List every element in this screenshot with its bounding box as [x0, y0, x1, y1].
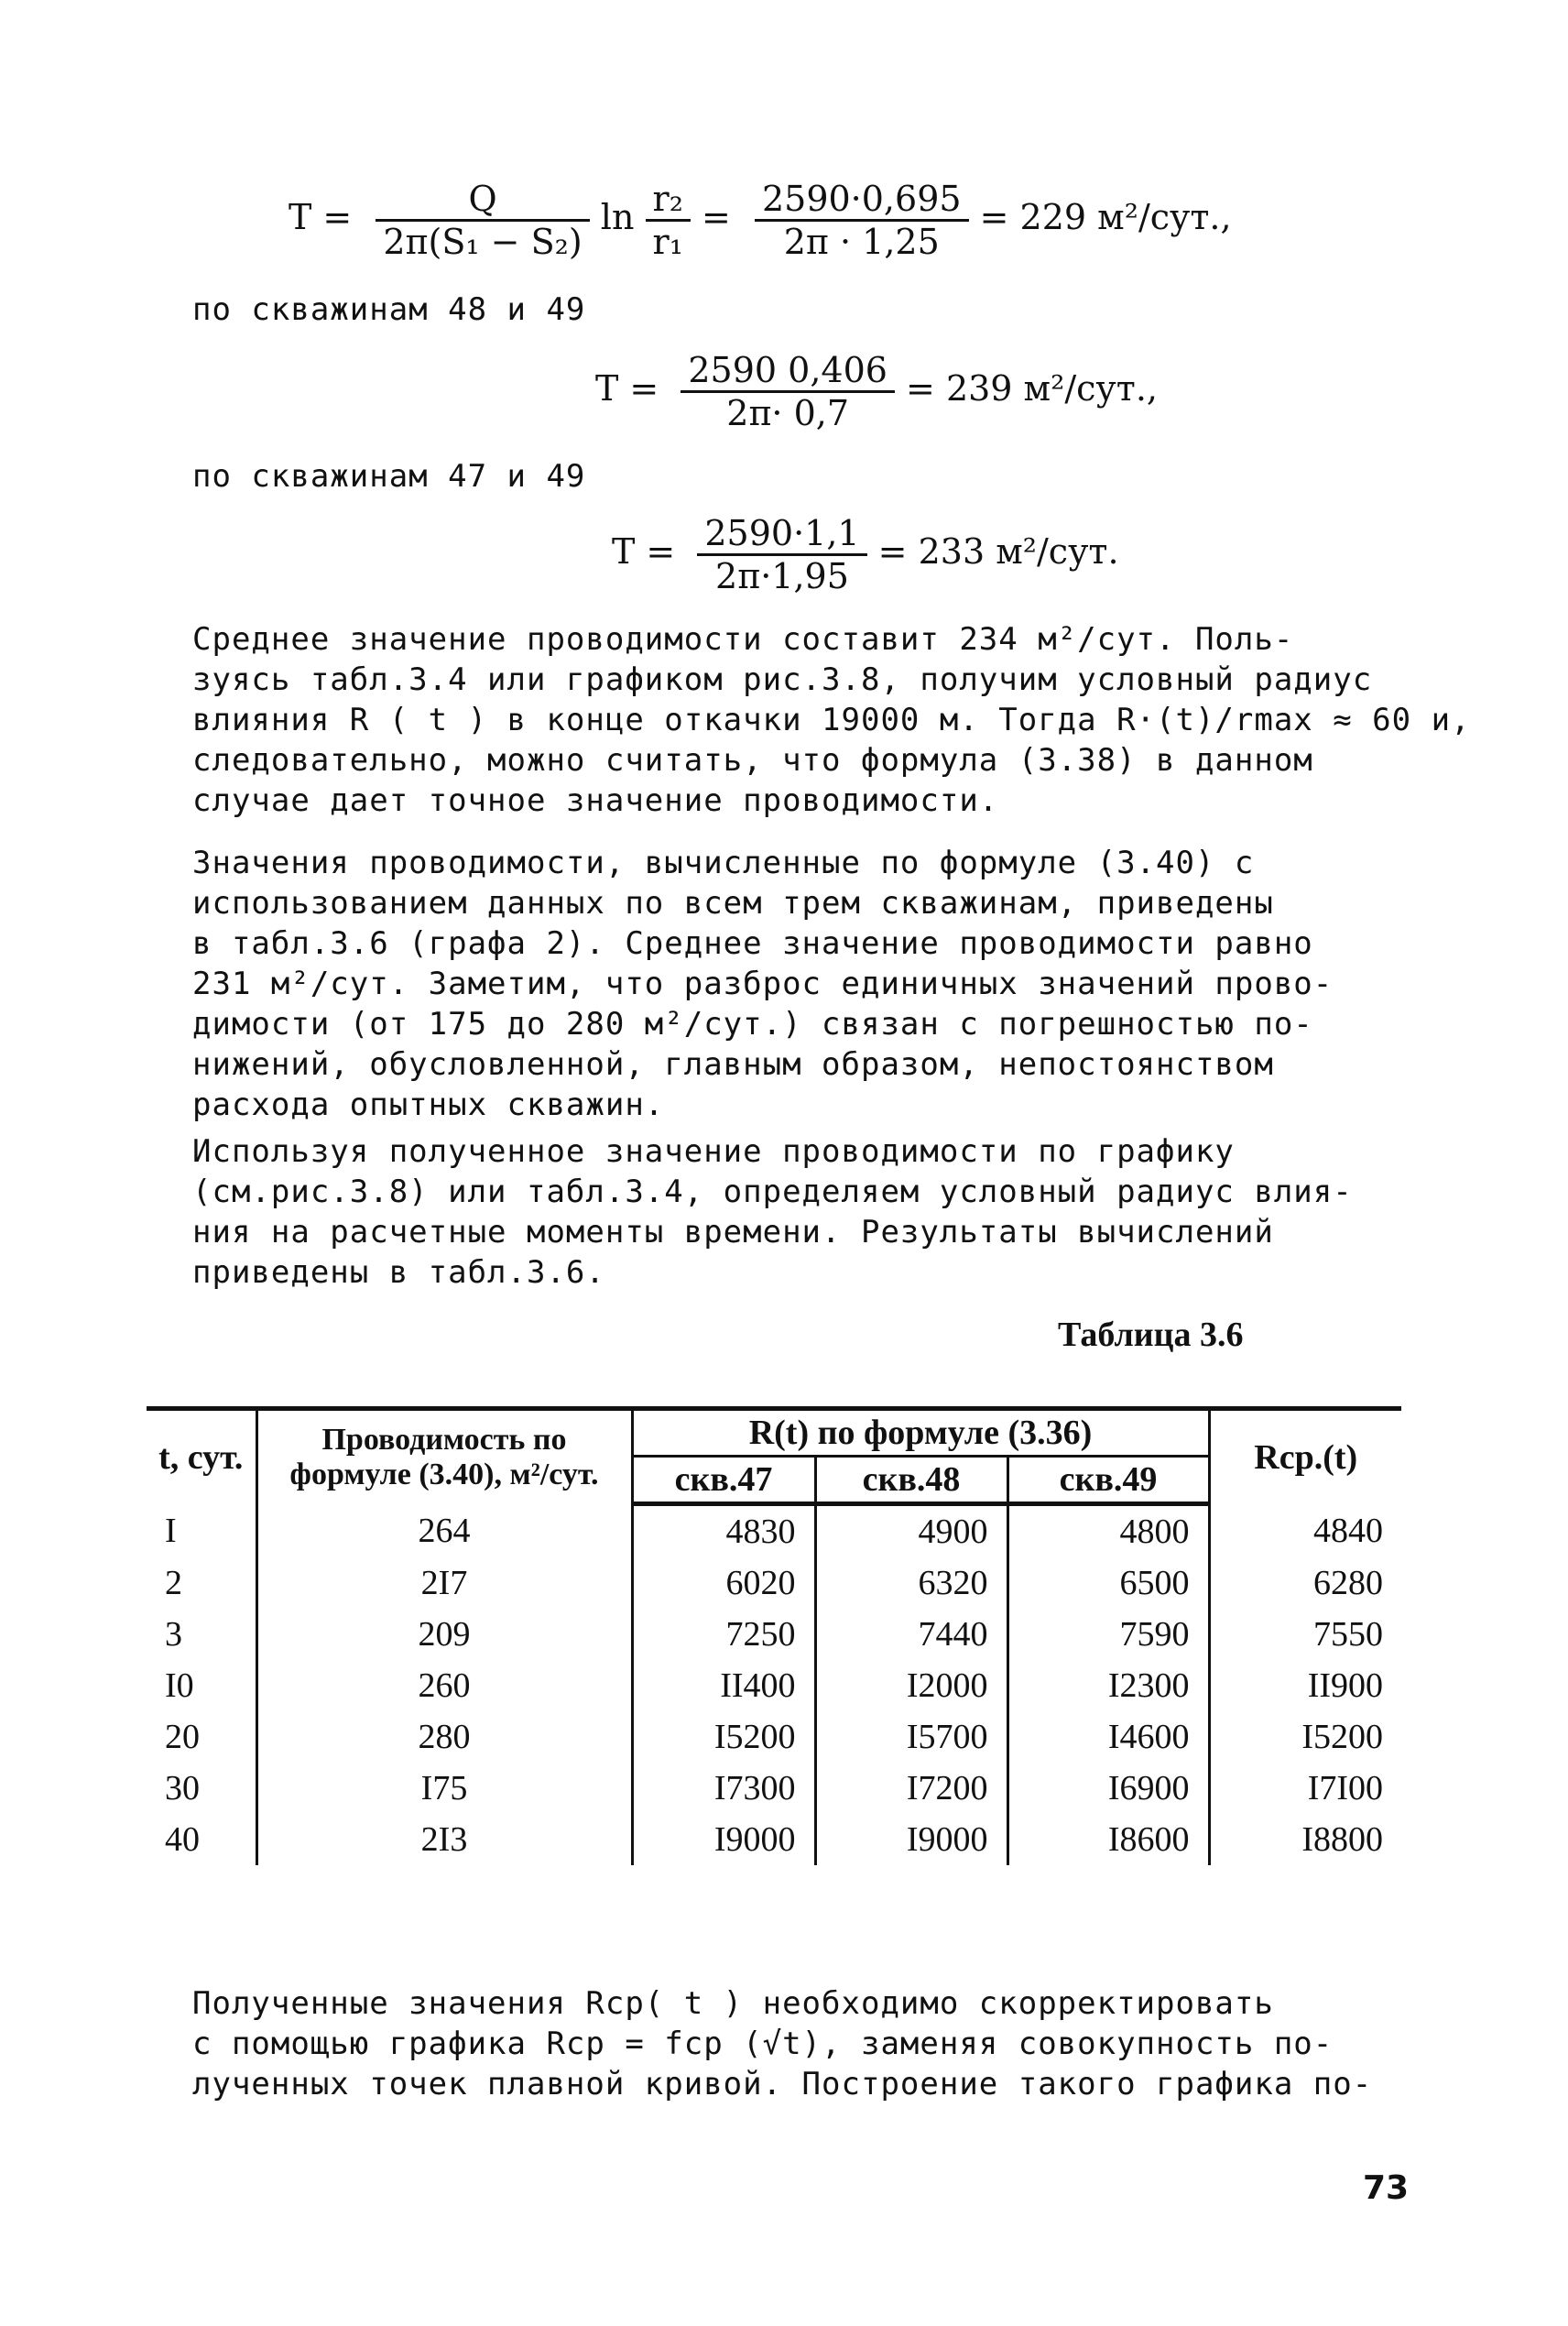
cell-well-47: I9000 [632, 1814, 815, 1865]
table-caption: Таблица 3.6 [1058, 1316, 1244, 1354]
formula-3-result: = 233 м²/сут. [877, 531, 1119, 572]
cell-average: II900 [1209, 1660, 1401, 1711]
formula-2-numerator: 2590 0,406 [681, 350, 895, 393]
header-well-47: скв.47 [632, 1457, 815, 1504]
paragraph-line: следовательно, можно считать, что формула (3.38) в данном [192, 742, 1313, 779]
table-row [147, 1504, 1401, 1558]
cell-time: 3 [165, 1615, 182, 1654]
cell-average: I5200 [1209, 1711, 1401, 1763]
cell-well-47: 7250 [632, 1609, 815, 1660]
header-well-48: скв.48 [815, 1457, 1007, 1504]
paragraph-line: димости (от 175 до 280 м²/сут.) связан с погрешностью по- [192, 1006, 1313, 1043]
cell-well-49: I6900 [1007, 1763, 1209, 1814]
cell-conductivity: I75 [256, 1763, 632, 1814]
formula-1-fraction-r [646, 179, 691, 262]
formula-1-values-denominator: 2π · 1,25 [783, 222, 940, 262]
paragraph-line: случае дает точное значение проводимости. [192, 782, 999, 819]
cell-well-48: 4900 [815, 1504, 1007, 1558]
cell-well-47: I7300 [632, 1763, 815, 1814]
cell-well-47: 4830 [632, 1504, 815, 1558]
paragraph-line: Используя полученное значение проводимости по графику [192, 1133, 1235, 1170]
header-time: t, сут. [147, 1409, 256, 1504]
formula-2 [595, 350, 1158, 433]
paragraph-line: Значения проводимости, вычисленные по формуле (3.40) с [192, 845, 1255, 881]
formula-1-values-numerator: 2590·0,695 [755, 179, 969, 222]
cell-well-47: I5200 [632, 1711, 815, 1763]
cell-well-47: II400 [632, 1660, 815, 1711]
cell-time: 40 [165, 1820, 200, 1859]
table-row [147, 1557, 1401, 1609]
label-wells-48-49: по скважинам 48 и 49 [192, 291, 586, 328]
cell-well-48: I5700 [815, 1711, 1007, 1763]
cell-well-48: I2000 [815, 1660, 1007, 1711]
paragraph-line: (см.рис.3.8) или табл.3.4, определяем условный радиус влия- [192, 1174, 1353, 1210]
cell-time: 20 [165, 1718, 200, 1756]
table-row [147, 1814, 1401, 1865]
table-row [147, 1711, 1401, 1763]
paragraph-1 [192, 619, 1471, 821]
cell-average: 6280 [1209, 1557, 1401, 1609]
formula-2-lhs: T = [595, 368, 659, 409]
paragraph-4 [192, 1983, 1410, 2104]
cell-conductivity: 260 [256, 1660, 632, 1711]
formula-1-r2: r₂ [646, 179, 691, 222]
formula-2-denominator: 2π· 0,7 [726, 393, 850, 433]
cell-well-48: I9000 [815, 1814, 1007, 1865]
cell-well-47: 6020 [632, 1557, 815, 1609]
formula-1-result: = 229 м²/сут., [979, 197, 1232, 237]
paragraph-line: Полученные значения Rср( t ) необходимо скорректировать [192, 1985, 1274, 2022]
cell-time: 30 [165, 1769, 200, 1807]
header-well-49: скв.49 [1007, 1457, 1209, 1504]
formula-3-lhs: T = [612, 531, 676, 572]
cell-conductivity: 280 [256, 1711, 632, 1763]
cell-conductivity: 2I7 [256, 1557, 632, 1609]
formula-1-r1: r₁ [652, 222, 683, 262]
paragraph-line: 231 м²/сут. Заметим, что разброс единичных значений прово- [192, 966, 1334, 1002]
cell-time: I [165, 1511, 177, 1550]
paragraph-2 [192, 843, 1410, 1125]
formula-3-fraction [697, 513, 866, 596]
table-row [147, 1763, 1401, 1814]
label-wells-47-49: по скважинам 47 и 49 [192, 458, 586, 495]
cell-conductivity: 209 [256, 1609, 632, 1660]
cell-average: I7I00 [1209, 1763, 1401, 1814]
table-row [147, 1609, 1401, 1660]
formula-1 [289, 179, 1232, 262]
cell-well-49: I8600 [1007, 1814, 1209, 1865]
paragraph-line: лученных точек плавной кривой. Построение такого графика по- [192, 2066, 1373, 2102]
formula-1-fraction-q [376, 179, 589, 262]
data-table [147, 1406, 1401, 1865]
formula-1-ln: ln [600, 197, 635, 237]
cell-conductivity: 264 [256, 1504, 632, 1558]
header-radius-formula: R(t) по формуле (3.36) [632, 1409, 1209, 1457]
formula-3-numerator: 2590·1,1 [697, 513, 866, 556]
header-conductivity: Проводимость по формуле (3.40), м²/сут. [256, 1409, 632, 1504]
cell-average: 4840 [1209, 1504, 1401, 1558]
paragraph-line: использованием данных по всем трем скважинам, приведены [192, 885, 1274, 922]
cell-well-48: 6320 [815, 1557, 1007, 1609]
cell-time: I0 [165, 1666, 194, 1705]
header-radius-average: Rср.(t) [1209, 1409, 1401, 1504]
cell-well-49: I4600 [1007, 1711, 1209, 1763]
paragraph-line: зуясь табл.3.4 или графиком рис.3.8, получим условный радиус [192, 661, 1373, 698]
paragraph-line: Среднее значение проводимости составит 234 м²/сут. Поль- [192, 621, 1294, 658]
formula-1-numerator: Q [376, 179, 589, 222]
formula-3 [612, 513, 1119, 596]
table-row [147, 1660, 1401, 1711]
paragraph-line: ния на расчетные моменты времени. Результаты вычислений [192, 1214, 1274, 1250]
formula-1-equals: = [702, 197, 731, 237]
paragraph-line: влияния R ( t ) в конце откачки 19000 м. Тогда R·(t)/rmax ≈ 60 и, [192, 702, 1471, 738]
paragraph-3 [192, 1131, 1410, 1293]
cell-well-49: 4800 [1007, 1504, 1209, 1558]
paragraph-line: с помощью графика Rср = fср (√t), заменяя совокупность по- [192, 2026, 1334, 2062]
formula-1-fraction-values [755, 179, 969, 262]
formula-2-fraction [681, 350, 895, 433]
cell-well-49: I2300 [1007, 1660, 1209, 1711]
formula-3-denominator: 2π·1,95 [715, 556, 849, 596]
cell-conductivity: 2I3 [256, 1814, 632, 1865]
paragraph-line: расхода опытных скважин. [192, 1087, 665, 1123]
cell-time: 2 [165, 1564, 182, 1602]
formula-2-result: = 239 м²/сут., [906, 368, 1158, 409]
cell-well-48: 7440 [815, 1609, 1007, 1660]
cell-average: I8800 [1209, 1814, 1401, 1865]
paragraph-line: в табл.3.6 (графа 2). Среднее значение проводимости равно [192, 925, 1313, 962]
paragraph-line: приведены в табл.3.6. [192, 1254, 605, 1291]
cell-well-48: I7200 [815, 1763, 1007, 1814]
formula-1-denominator: 2π(S₁ − S₂) [383, 222, 583, 262]
paragraph-line: нижений, обусловленной, главным образом, непостоянством [192, 1046, 1274, 1083]
cell-well-49: 7590 [1007, 1609, 1209, 1660]
formula-1-lhs: T = [289, 197, 353, 237]
page-number: 73 [1363, 2169, 1410, 2207]
cell-well-49: 6500 [1007, 1557, 1209, 1609]
cell-average: 7550 [1209, 1609, 1401, 1660]
